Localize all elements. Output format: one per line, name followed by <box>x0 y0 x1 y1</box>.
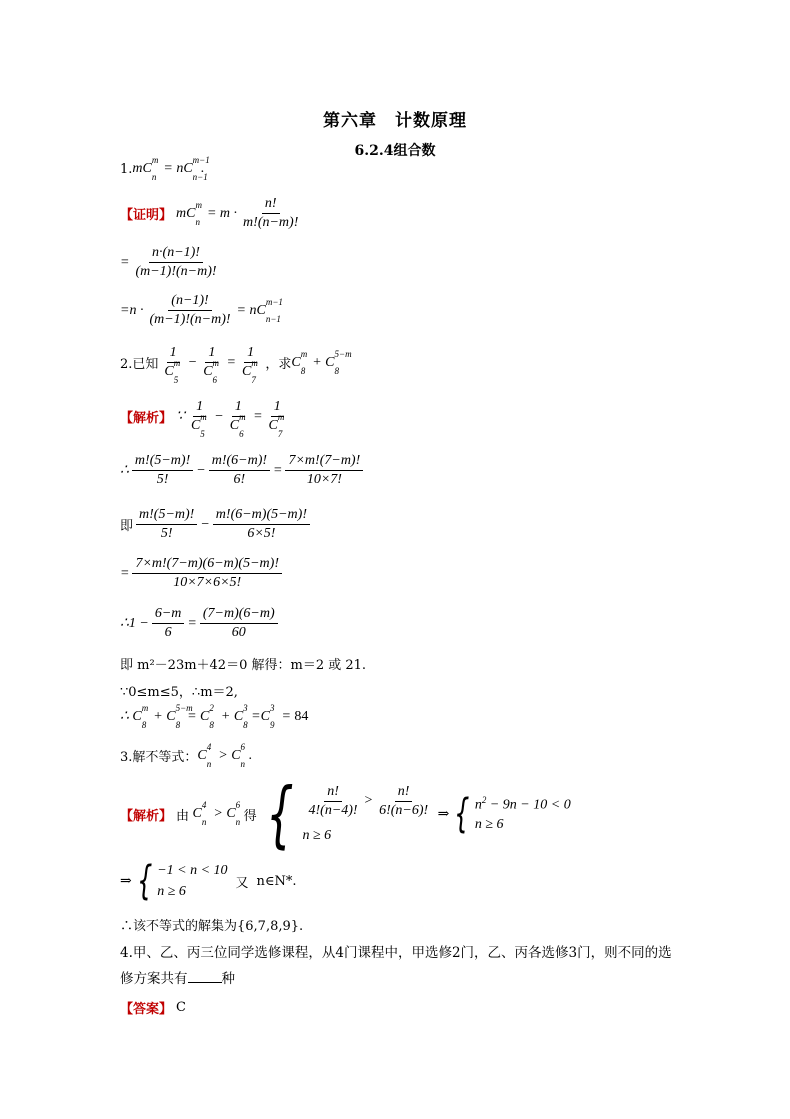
fraction: $\frac{(n-1)!}{(m-1)!(n-m)!}$ <box>149 293 231 327</box>
q2-solution-line-8: ∴ C m 8 + C 5−m 8 = C 2 8 + C 3 8 =C 3 9 = 84 <box>120 703 309 730</box>
q4-statement <box>120 940 680 992</box>
q2-solution-line-3: 即 $\frac{m!(5-m)!}{5!}$ − $\frac{m!(6-m)(5-m)!}{6\times 5!}$ <box>120 507 313 542</box>
q3-statement: 3.解不等式： C 4 n > C 6 n . <box>120 741 253 769</box>
q4-answer <box>120 998 186 1017</box>
q2-solution-line-4: = $\frac{7\times m!(7-m)(6-m)(5-m)!}{10\times 7\times 6\times 5!}$ <box>120 556 285 591</box>
q1-statement <box>120 155 210 182</box>
answer-value: C <box>176 1000 186 1015</box>
and-label: 又 <box>235 875 249 891</box>
q3-solution-line-2: ⇒ { −1 < n < 10 n ≥ 6 又 n∈N*. <box>120 858 297 904</box>
chapter-title: 第六章 计数原理 <box>323 111 467 131</box>
q1-proof-line-3: =n · $\frac{(n-1)!}{(m-1)!(n-m)!}$ = nC m−1 n−1 <box>120 293 283 327</box>
q2-solution-line-5: ∴1 − $\frac{6-m}{6}$ = $\frac{(7-m)(6-m)}{60}$ <box>120 606 281 641</box>
q2-ask: ，求 <box>265 357 292 372</box>
de-label: 得 <box>243 808 257 824</box>
q1-proof-line-1 <box>120 196 304 231</box>
answer-blank <box>188 968 222 983</box>
you-label: 由 <box>176 808 190 824</box>
section-title: 6.2.4组合数 <box>354 143 436 159</box>
solution-tag: 【解析】 <box>120 411 173 426</box>
q2-solution-line-7: ∵0≤m≤5，∴m＝2, <box>120 685 238 700</box>
n-set: n∈N*. <box>256 873 297 889</box>
fraction: $\frac{n!}{m!(n-m)!}$ <box>243 196 299 230</box>
proof-tag: 【证明】 <box>120 208 173 223</box>
q4-text: 4.甲、乙、丙三位同学选修课程，从4门课程中，甲选修2门，乙、丙各选修3门，则不同的选修方案共有 <box>120 945 672 987</box>
q3-solution-line-1: 【解析】 由 C 4 n > C 6 n 得 { $\frac{n!}{4!(n-4)!}$ > $\frac{n!}{6!(n-6)!}$ n ≥ 6 ⇒ { $n^2 - 9n - 10 < 0$ n ≥ 6 <box>120 772 571 856</box>
q2-solution-line-2: ∴ $\frac{m!(5-m)!}{5!}$ − $\frac{m!(6-m)!}{6!}$ = $\frac{7\times m!(7-m)!}{10\times 7!}$ <box>120 453 366 488</box>
q4-text-end: 种 <box>221 971 235 987</box>
q2-solution-line-6: 即 m²－23m＋42＝0 解得：m＝2 或 21. <box>120 658 367 673</box>
fraction: $\frac{n\cdot(n-1)!}{(m-1)!(n-m)!}$ <box>135 245 217 279</box>
q3-result: ∴该不等式的解集为{6,7,8,9}. <box>120 919 304 934</box>
solution-tag: 【解析】 <box>120 808 173 824</box>
q3-label: 3.解不等式： <box>120 750 198 765</box>
answer-tag: 【答案】 <box>120 1002 173 1017</box>
q2-solution-line-1: 【解析】 ∵ 1 C m 5 − 1 C m 6 = 1 C m 7 <box>120 399 285 439</box>
formula: mC m n = nC m−1 n−1 . <box>132 155 210 182</box>
ji-label: 即 <box>120 519 134 534</box>
formula: mC m n = m · <box>176 199 238 227</box>
q1-proof-line-2: = $\frac{n\cdot(n-1)!}{(m-1)!(n-m)!}$ <box>120 245 223 280</box>
q2-statement: 2.已知 1 C m 5 − 1 C m 6 = 1 C m 7 ，求 C m 8 + C 5−m 8 <box>120 345 352 385</box>
q1-label: 1. <box>120 161 133 177</box>
q2-label: 2.已知 <box>120 357 159 372</box>
